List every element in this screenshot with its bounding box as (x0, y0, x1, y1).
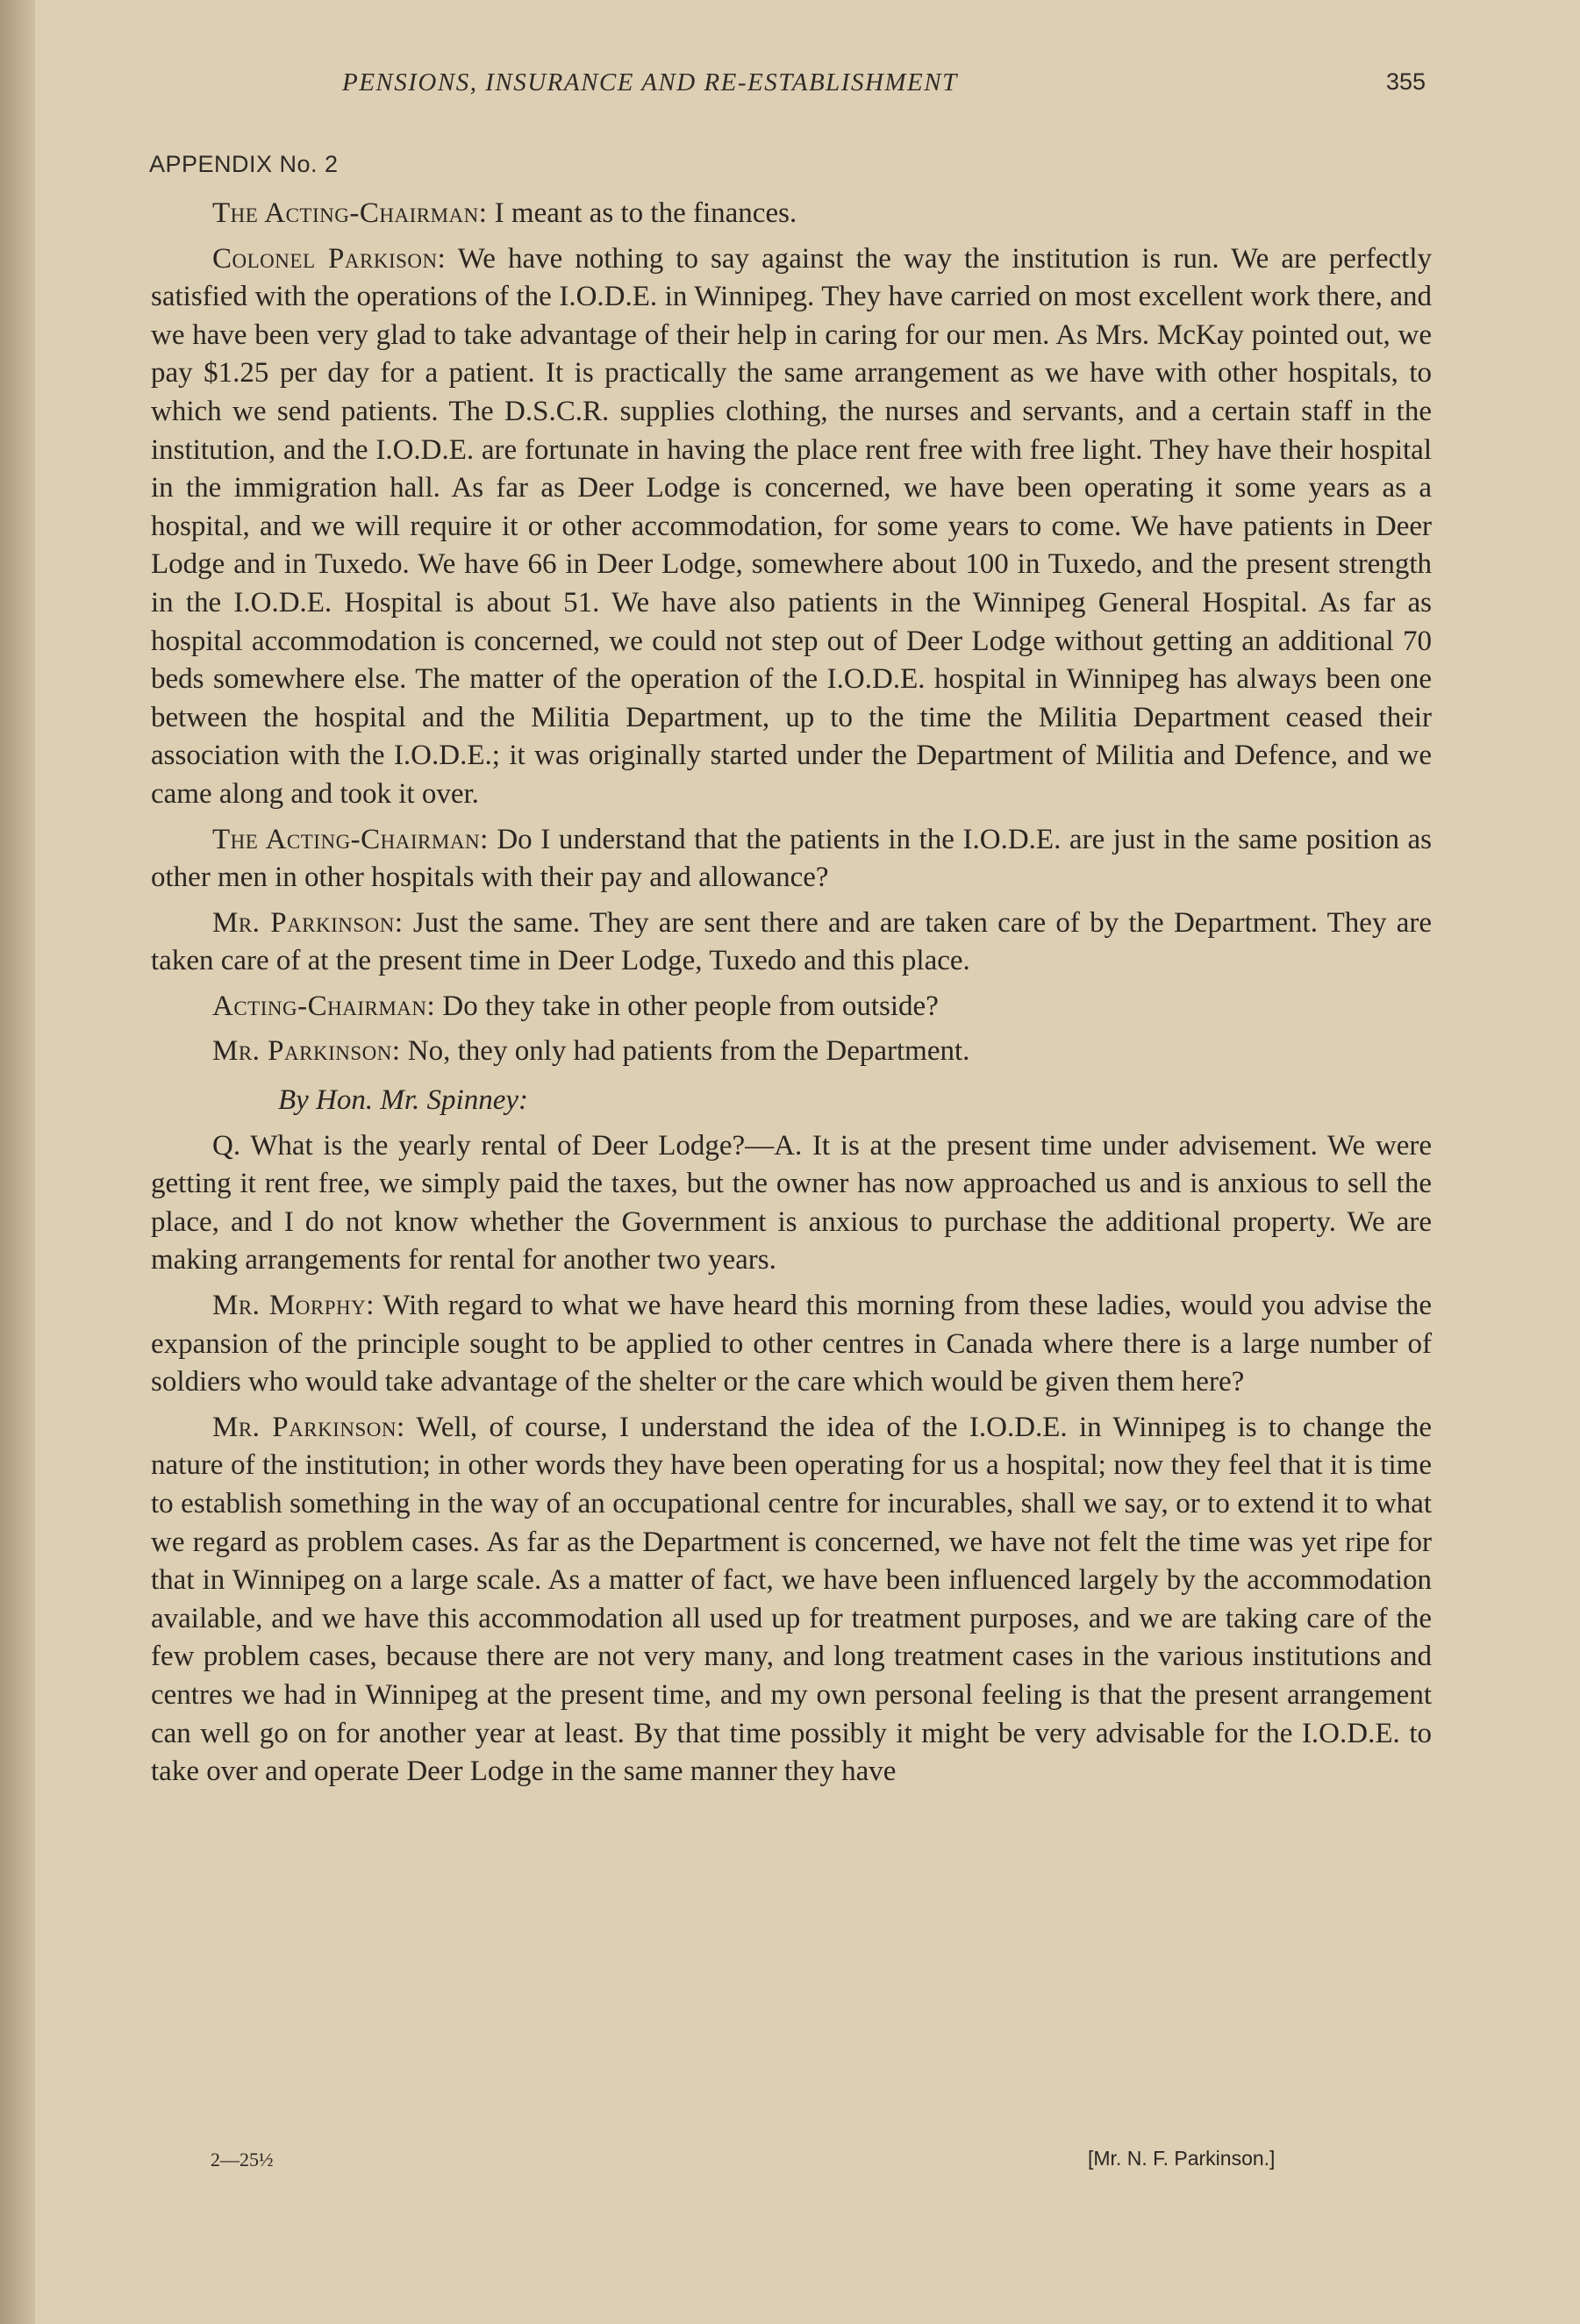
speaker-name: The Acting-Chairman: (212, 823, 489, 855)
paragraph-text: Just the same. They are sent there and are taken care of by the Department. They are taken care of at the present time in Deer Lodge, Tuxedo and this place. (151, 906, 1432, 977)
paragraph (151, 195, 1432, 233)
speaker-name: Mr. Parkinson: (212, 1411, 405, 1443)
speaker-name: Acting-Chairman: (212, 990, 436, 1022)
speaker-name: Mr. Morphy: (212, 1290, 375, 1322)
transcript-body (151, 195, 1432, 1798)
paragraph-text: No, they only had patients from the Department. (400, 1035, 970, 1068)
page-number: 355 (1386, 68, 1426, 95)
paragraph (151, 905, 1432, 981)
paragraph-text: Do they take in other people from outside? (435, 990, 939, 1022)
speaker-name: Mr. Parkinson: (212, 1035, 401, 1068)
speaker-name: The Acting-Chairman: (212, 197, 488, 229)
appendix-label: APPENDIX No. 2 (149, 151, 339, 177)
running-header: PENSIONS, INSURANCE AND RE-ESTABLISHMENT (342, 68, 958, 97)
paragraph (151, 821, 1432, 897)
paragraph (151, 1127, 1432, 1280)
speaker-footnote: [Mr. N. F. Parkinson.] (1088, 2147, 1276, 2170)
signature-mark: 2—25½ (211, 2149, 274, 2170)
paragraph (151, 1033, 1432, 1071)
paragraph-text: I meant as to the finances. (487, 197, 797, 229)
paragraph (151, 1409, 1432, 1791)
examiner-text: By Hon. Mr. Spinney: (278, 1084, 529, 1117)
paragraph (151, 988, 1432, 1026)
paragraph-text: Q. What is the yearly rental of Deer Lodge?—A. It is at the present time under advisement. We were getting it rent free, we simply paid the taxes, but the owner has now approached us and is anxious to sell the place, and I do not know whether the Government is anxious to purchase the additional property. We are making arrangements for rental for another two years. (151, 1129, 1432, 1276)
examiner-heading (151, 1082, 1432, 1120)
paragraph-text: With regard to what we have heard this morning from these ladies, would you advise the expansion of the principle sought to be applied to other centres in Canada where there is a large number of soldiers who would take advantage of the shelter or the care which would be given them here? (151, 1290, 1433, 1398)
speaker-name: Colonel Parkison: (212, 242, 447, 275)
paragraph-text: Well, of course, I understand the idea of the I.O.D.E. in Winnipeg is to change the nature of the institution; in other words they have been operating for us a hospital; now they feel that it is time to establish something in the way of an occupational centre for incurables, shall we say, or to extend it to what we regard as problem cases. As far as the Department is concerned, we have not felt the time was yet ripe for that in Winnipeg on a large scale. As a matter of fact, we have been influenced largely by the accommodation available, and we have this accommodation all used up for treatment purposes, and we are taking care of the few problem cases, because there are not very many, and long treatment cases in the various institutions and centres we had in Winnipeg at the present time, and my own personal feeling is that the present arrangement can well go on for another year at least. By that time possibly it might be very advisable for the I.O.D.E. to take over and operate Deer Lodge in the same manner they have (151, 1411, 1433, 1788)
paragraph-text: Do I understand that the patients in the I.O.D.E. are just in the same position as other men in other hospitals with their pay and allowance? (151, 823, 1433, 894)
paragraph (151, 240, 1432, 814)
book-binding-edge (0, 0, 35, 2324)
paragraph-text: We have nothing to say against the way the institution is run. We are perfectly satisfied with the operations of the I.O.D.E. in Winnipeg. They have carried on most excellent work there, and we have been very glad to take advantage of their help in caring for our men. As Mrs. McKay pointed out, we pay $1.25 per day for a patient. It is practically the same arrangement as we have with other hospitals, to which we send patients. The D.S.C.R. supplies clothing, the nurses and servants, and a certain staff in the institution, and the I.O.D.E. are fortunate in having the place rent free with free light. They have their hospital in the immigration hall. As far as Deer Lodge is concerned, we have been operating it some years as a hospital, and we will require it or other accommodation, for some years to come. We have patients in Deer Lodge and in Tuxedo. We have 66 in Deer Lodge, somewhere about 100 in Tuxedo, and the present strength in the I.O.D.E. Hospital is about 51. We have also patients in the Winnipeg General Hospital. As far as hospital accommodation is concerned, we could not step out of Deer Lodge without getting an additional 70 beds somewhere else. The matter of the operation of the I.O.D.E. hospital in Winnipeg has always been one between the hospital and the Militia Department, up to the time the Militia Department ceased their association with the I.O.D.E.; it was originally started under the Department of Militia and Defence, and we came along and took it over. (151, 242, 1432, 810)
paragraph (151, 1287, 1432, 1402)
speaker-name: Mr. Parkinson: (212, 906, 404, 939)
